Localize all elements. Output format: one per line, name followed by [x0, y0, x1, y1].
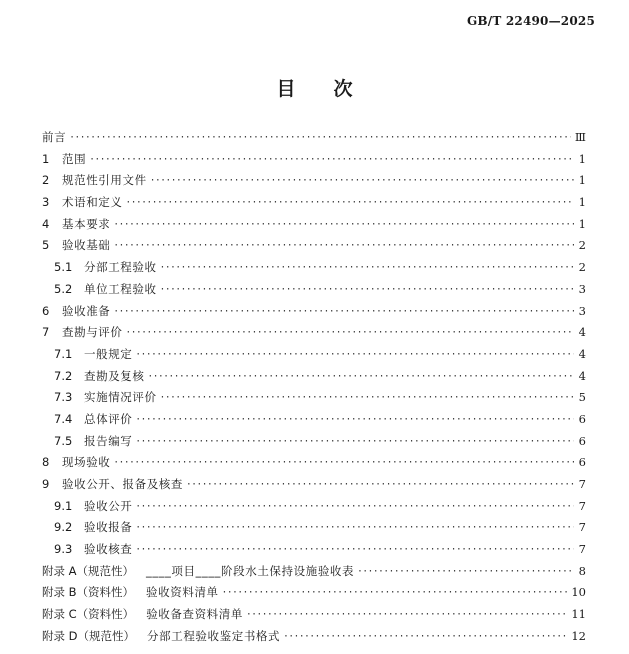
- toc-entry-label: 查勘与评价: [62, 325, 123, 340]
- toc-entry-page: Ⅲ: [574, 130, 586, 144]
- toc-leader-dots: [127, 195, 575, 209]
- toc-entry[interactable]: [42, 368, 586, 390]
- toc-entry-label: 基本要求: [62, 216, 111, 231]
- toc-entry-page: 2: [578, 260, 586, 275]
- toc-entry-page: 1: [578, 173, 586, 188]
- toc-entry-number: 5: [42, 238, 50, 253]
- toc-entry-number: 8: [42, 455, 50, 470]
- toc-entry-number: 5.2: [54, 281, 73, 296]
- toc-entry-number: 7.5: [54, 433, 73, 448]
- toc-entry[interactable]: [42, 454, 586, 476]
- toc-entry-page: 8: [578, 563, 586, 578]
- toc-entry-page: 4: [578, 368, 586, 383]
- toc-entry-label: 报告编写: [84, 433, 133, 448]
- toc-entry-number: 7: [42, 325, 50, 340]
- toc-leader-dots: [136, 542, 574, 556]
- toc-entry[interactable]: [42, 151, 586, 173]
- toc-entry[interactable]: [42, 259, 586, 281]
- toc-entry-page: 6: [578, 411, 586, 426]
- toc-leader-dots: [161, 260, 574, 274]
- toc-entry-page: 2: [578, 238, 586, 253]
- toc-entry-label: 验收资料清单: [146, 585, 219, 600]
- toc-leader-dots: [136, 499, 574, 513]
- toc-entry-number: 附录 D（规范性）: [42, 628, 136, 643]
- toc-entry-label: 验收公开: [84, 498, 133, 513]
- toc-leader-dots: [149, 369, 575, 383]
- toc-entry[interactable]: [42, 129, 586, 151]
- toc-entry-label: 验收公开、报备及核查: [62, 477, 183, 491]
- toc-leader-dots: [136, 412, 574, 426]
- toc-entry-page: 4: [578, 346, 586, 361]
- toc-leader-dots: [127, 325, 575, 339]
- toc-entry-page: 5: [578, 390, 586, 405]
- toc-entry-label: 验收基础: [62, 238, 111, 253]
- toc-leader-dots: [223, 585, 568, 599]
- toc-entry-label: 验收核查: [84, 542, 133, 557]
- toc-entry-page: 1: [578, 151, 586, 166]
- toc-leader-dots: [114, 304, 574, 318]
- toc-leader-dots: [247, 607, 567, 621]
- toc-entry[interactable]: [42, 216, 586, 238]
- standard-code: GB/T 22490—2025: [466, 14, 595, 28]
- toc-entry-number: 1: [42, 151, 50, 166]
- toc-entry[interactable]: [42, 281, 586, 303]
- toc-entry-number: 7.3: [54, 390, 73, 405]
- toc-entry[interactable]: [42, 346, 586, 368]
- toc-entry[interactable]: [42, 519, 586, 541]
- toc-entry-label: 前言: [42, 130, 67, 144]
- toc-entry-label: 验收备查资料清单: [146, 607, 243, 622]
- toc-entry-page: 10: [571, 585, 586, 600]
- toc-entry-label: 术语和定义: [62, 195, 123, 210]
- table-of-contents: [42, 129, 586, 650]
- toc-leader-dots: [284, 629, 567, 643]
- toc-entry-number: 附录 A（规范性）: [42, 563, 135, 578]
- toc-entry-number: 附录 C（资料性）: [42, 607, 135, 622]
- toc-entry-page: 6: [578, 433, 586, 448]
- toc-leader-dots: [358, 564, 574, 578]
- toc-entry-page: 1: [578, 195, 586, 210]
- toc-entry-number: 9.2: [54, 520, 73, 535]
- toc-leader-dots: [187, 477, 574, 491]
- toc-entry-number: 5.1: [54, 260, 73, 275]
- toc-entry-page: 7: [578, 542, 586, 557]
- toc-entry[interactable]: [42, 541, 586, 563]
- toc-entry[interactable]: [42, 498, 586, 520]
- toc-entry-label: 规范性引用文件: [62, 173, 147, 188]
- toc-entry-label: ____项目____阶段水土保持设施验收表: [146, 563, 355, 578]
- toc-entry-number: 9.1: [54, 498, 73, 513]
- toc-entry[interactable]: [42, 563, 586, 585]
- toc-entry-page: 11: [571, 607, 586, 622]
- toc-entry-label: 验收准备: [62, 303, 111, 318]
- toc-entry-page: 6: [578, 455, 586, 470]
- toc-entry[interactable]: [42, 237, 586, 259]
- toc-entry-number: 附录 B（资料性）: [42, 585, 135, 600]
- toc-entry-page: 7: [578, 498, 586, 513]
- toc-entry-number: 2: [42, 173, 50, 188]
- toc-entry-label: 现场验收: [62, 455, 111, 470]
- toc-leader-dots: [161, 282, 574, 296]
- toc-entry-page: 3: [578, 281, 586, 296]
- toc-entry-number: 9: [42, 477, 50, 491]
- toc-entry-page: 1: [578, 216, 586, 231]
- toc-entry-page: 7: [578, 520, 586, 535]
- toc-entry-label: 范围: [62, 151, 87, 166]
- toc-entry-page: 12: [571, 628, 586, 643]
- toc-entry-page: 4: [578, 325, 586, 340]
- toc-entry-number: 7.2: [54, 368, 73, 383]
- toc-entry[interactable]: [42, 628, 586, 650]
- toc-leader-dots: [136, 434, 574, 448]
- toc-entry-number: 3: [42, 195, 50, 210]
- toc-entry-label: 验收报备: [84, 520, 133, 535]
- toc-entry[interactable]: [42, 194, 586, 216]
- toc-leader-dots: [114, 455, 574, 469]
- toc-leader-dots: [151, 173, 574, 187]
- toc-leader-dots: [70, 130, 571, 144]
- toc-entry[interactable]: [42, 411, 586, 433]
- toc-entry[interactable]: [42, 389, 586, 411]
- toc-leader-dots: [114, 217, 574, 231]
- toc-entry-page: 7: [578, 477, 586, 491]
- page-title: 目次: [276, 78, 391, 100]
- toc-entry[interactable]: [42, 476, 586, 498]
- toc-entry-number: 7.1: [54, 346, 73, 361]
- toc-entry-number: 6: [42, 303, 50, 318]
- toc-entry-number: 9.3: [54, 542, 73, 557]
- toc-entry-label: 总体评价: [84, 411, 133, 426]
- toc-leader-dots: [136, 347, 574, 361]
- toc-entry[interactable]: [42, 433, 586, 455]
- toc-leader-dots: [114, 238, 574, 252]
- toc-entry[interactable]: [42, 584, 586, 606]
- toc-entry-label: 实施情况评价: [84, 390, 157, 405]
- toc-entry-number: 7.4: [54, 411, 73, 426]
- toc-leader-dots: [136, 520, 574, 534]
- toc-entry-label: 分部工程验收鉴定书格式: [147, 628, 281, 643]
- toc-leader-dots: [90, 152, 574, 166]
- toc-entry[interactable]: [42, 303, 586, 325]
- toc-entry-number: 4: [42, 216, 50, 231]
- toc-entry-label: 分部工程验收: [84, 260, 157, 275]
- toc-entry-label: 单位工程验收: [84, 281, 157, 296]
- toc-entry-label: 一般规定: [84, 346, 133, 361]
- toc-entry[interactable]: [42, 172, 586, 194]
- toc-leader-dots: [161, 390, 574, 404]
- toc-entry-page: 3: [578, 303, 586, 318]
- toc-entry[interactable]: [42, 606, 586, 628]
- toc-entry-label: 查勘及复核: [84, 368, 145, 383]
- toc-entry[interactable]: [42, 324, 586, 346]
